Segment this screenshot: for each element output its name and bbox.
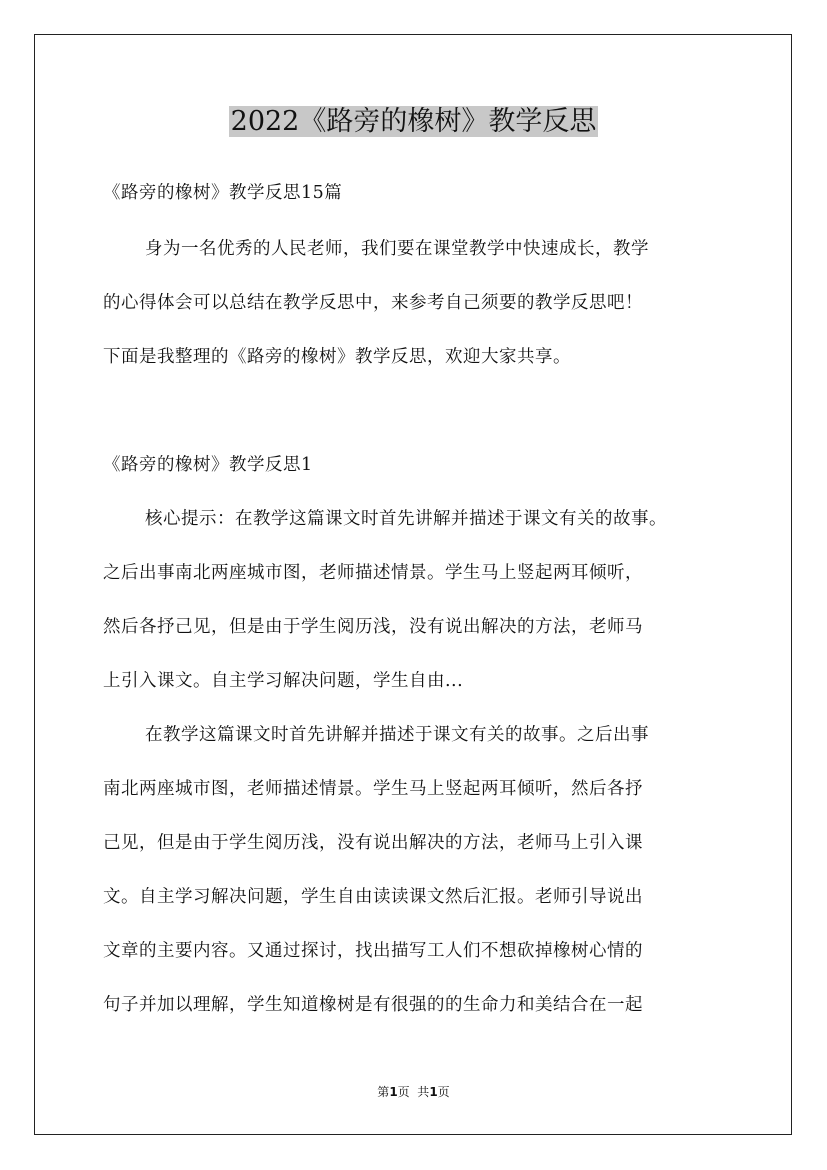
body-line-3: 己见，但是由于学生阅历浅，没有说出解决的方法，老师马上引入课 <box>103 833 643 853</box>
body-line-2: 南北两座城市图，老师描述情景。学生马上竖起两耳倾听，然后各抒 <box>103 779 643 799</box>
intro-line-2: 的心得体会可以总结在教学反思中，来参考自己须要的教学反思吧！ <box>103 293 643 313</box>
footer-page-current: 1 <box>389 1085 398 1099</box>
document-title-text: 2022《路旁的橡树》教学反思 <box>230 106 597 137</box>
body-line-5: 文章的主要内容。又通过探讨，找出描写工人们不想砍掉橡树心情的 <box>103 941 643 961</box>
body-line-4: 文。自主学习解决问题，学生自由读读课文然后汇报。老师引导说出 <box>103 887 643 907</box>
summary-line-3: 然后各抒己见，但是由于学生阅历浅，没有说出解决的方法，老师马 <box>103 617 643 637</box>
footer-prefix: 第 <box>377 1085 390 1099</box>
section-heading: 《路旁的橡树》教学反思1 <box>103 455 313 475</box>
summary-line-2: 之后出事南北两座城市图，老师描述情景。学生马上竖起两耳倾听， <box>103 563 643 583</box>
footer-suffix: 页 <box>437 1085 450 1099</box>
intro-line-1: 身为一名优秀的人民老师，我们要在课堂教学中快速成长，教学 <box>145 239 649 259</box>
page-footer <box>0 1084 827 1100</box>
subtitle: 《路旁的橡树》教学反思15篇 <box>103 183 343 203</box>
intro-line-3: 下面是我整理的《路旁的橡树》教学反思，欢迎大家共享。 <box>103 347 571 367</box>
document-title <box>0 104 827 140</box>
summary-line-1: 核心提示：在教学这篇课文时首先讲解并描述于课文有关的故事。 <box>145 509 667 529</box>
body-line-1: 在教学这篇课文时首先讲解并描述于课文有关的故事。之后出事 <box>145 725 649 745</box>
body-line-6: 句子并加以理解，学生知道橡树是有很强的的生命力和美结合在一起 <box>103 995 643 1015</box>
footer-page-total: 1 <box>429 1085 438 1099</box>
footer-mid: 页 共 <box>397 1085 430 1099</box>
summary-line-4: 上引入课文。自主学习解决问题，学生自由... <box>103 671 464 691</box>
